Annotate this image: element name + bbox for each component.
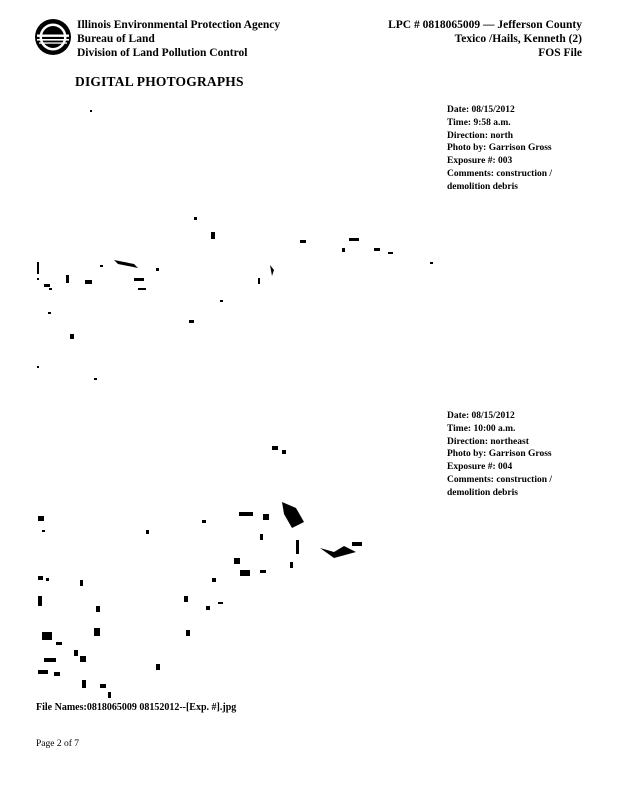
photo-date: Date: 08/15/2012 <box>447 411 515 421</box>
illinois-epa-seal-icon <box>34 18 72 56</box>
photo-1-info <box>447 104 552 194</box>
photo-time: Time: 10:00 a.m. <box>447 423 516 434</box>
photo-comments: Comments: construction / <box>447 474 553 485</box>
photo-1 <box>34 100 439 400</box>
division-name: Division of Land Pollution Control <box>77 47 248 59</box>
photo-date: Date: 08/15/2012 <box>447 105 515 115</box>
agency-header <box>77 18 280 60</box>
agency-name: Illinois Environmental Protection Agency <box>77 19 281 31</box>
photo-comments-cont: demolition debris <box>447 181 518 192</box>
file-type: FOS File <box>538 47 582 59</box>
photo-direction: Direction: north <box>447 130 514 141</box>
file-names: File Names:0818065009 08152012--[Exp. #].jpg <box>36 702 237 713</box>
lpc-number: LPC # 0818065009 — Jefferson County <box>388 19 582 31</box>
photo-exposure: Exposure #: 004 <box>447 462 513 473</box>
photo-by: Photo by: Garrison Gross <box>447 143 552 154</box>
photo-by: Photo by: Garrison Gross <box>447 449 552 460</box>
photo-2 <box>34 410 439 700</box>
page-title: DIGITAL PHOTOGRAPHS <box>75 74 244 89</box>
site-name: Texico /Hails, Kenneth (2) <box>454 33 582 45</box>
photo-direction: Direction: northeast <box>447 436 529 447</box>
photo-exposure: Exposure #: 003 <box>447 156 513 167</box>
bureau-name: Bureau of Land <box>77 33 155 45</box>
photo-comments-cont: demolition debris <box>447 487 518 498</box>
photo-2-info <box>447 410 552 500</box>
photo-time: Time: 9:58 a.m. <box>447 117 511 128</box>
case-header <box>388 18 582 60</box>
photo-comments: Comments: construction / <box>447 168 553 179</box>
page-number: Page 2 of 7 <box>36 739 80 749</box>
